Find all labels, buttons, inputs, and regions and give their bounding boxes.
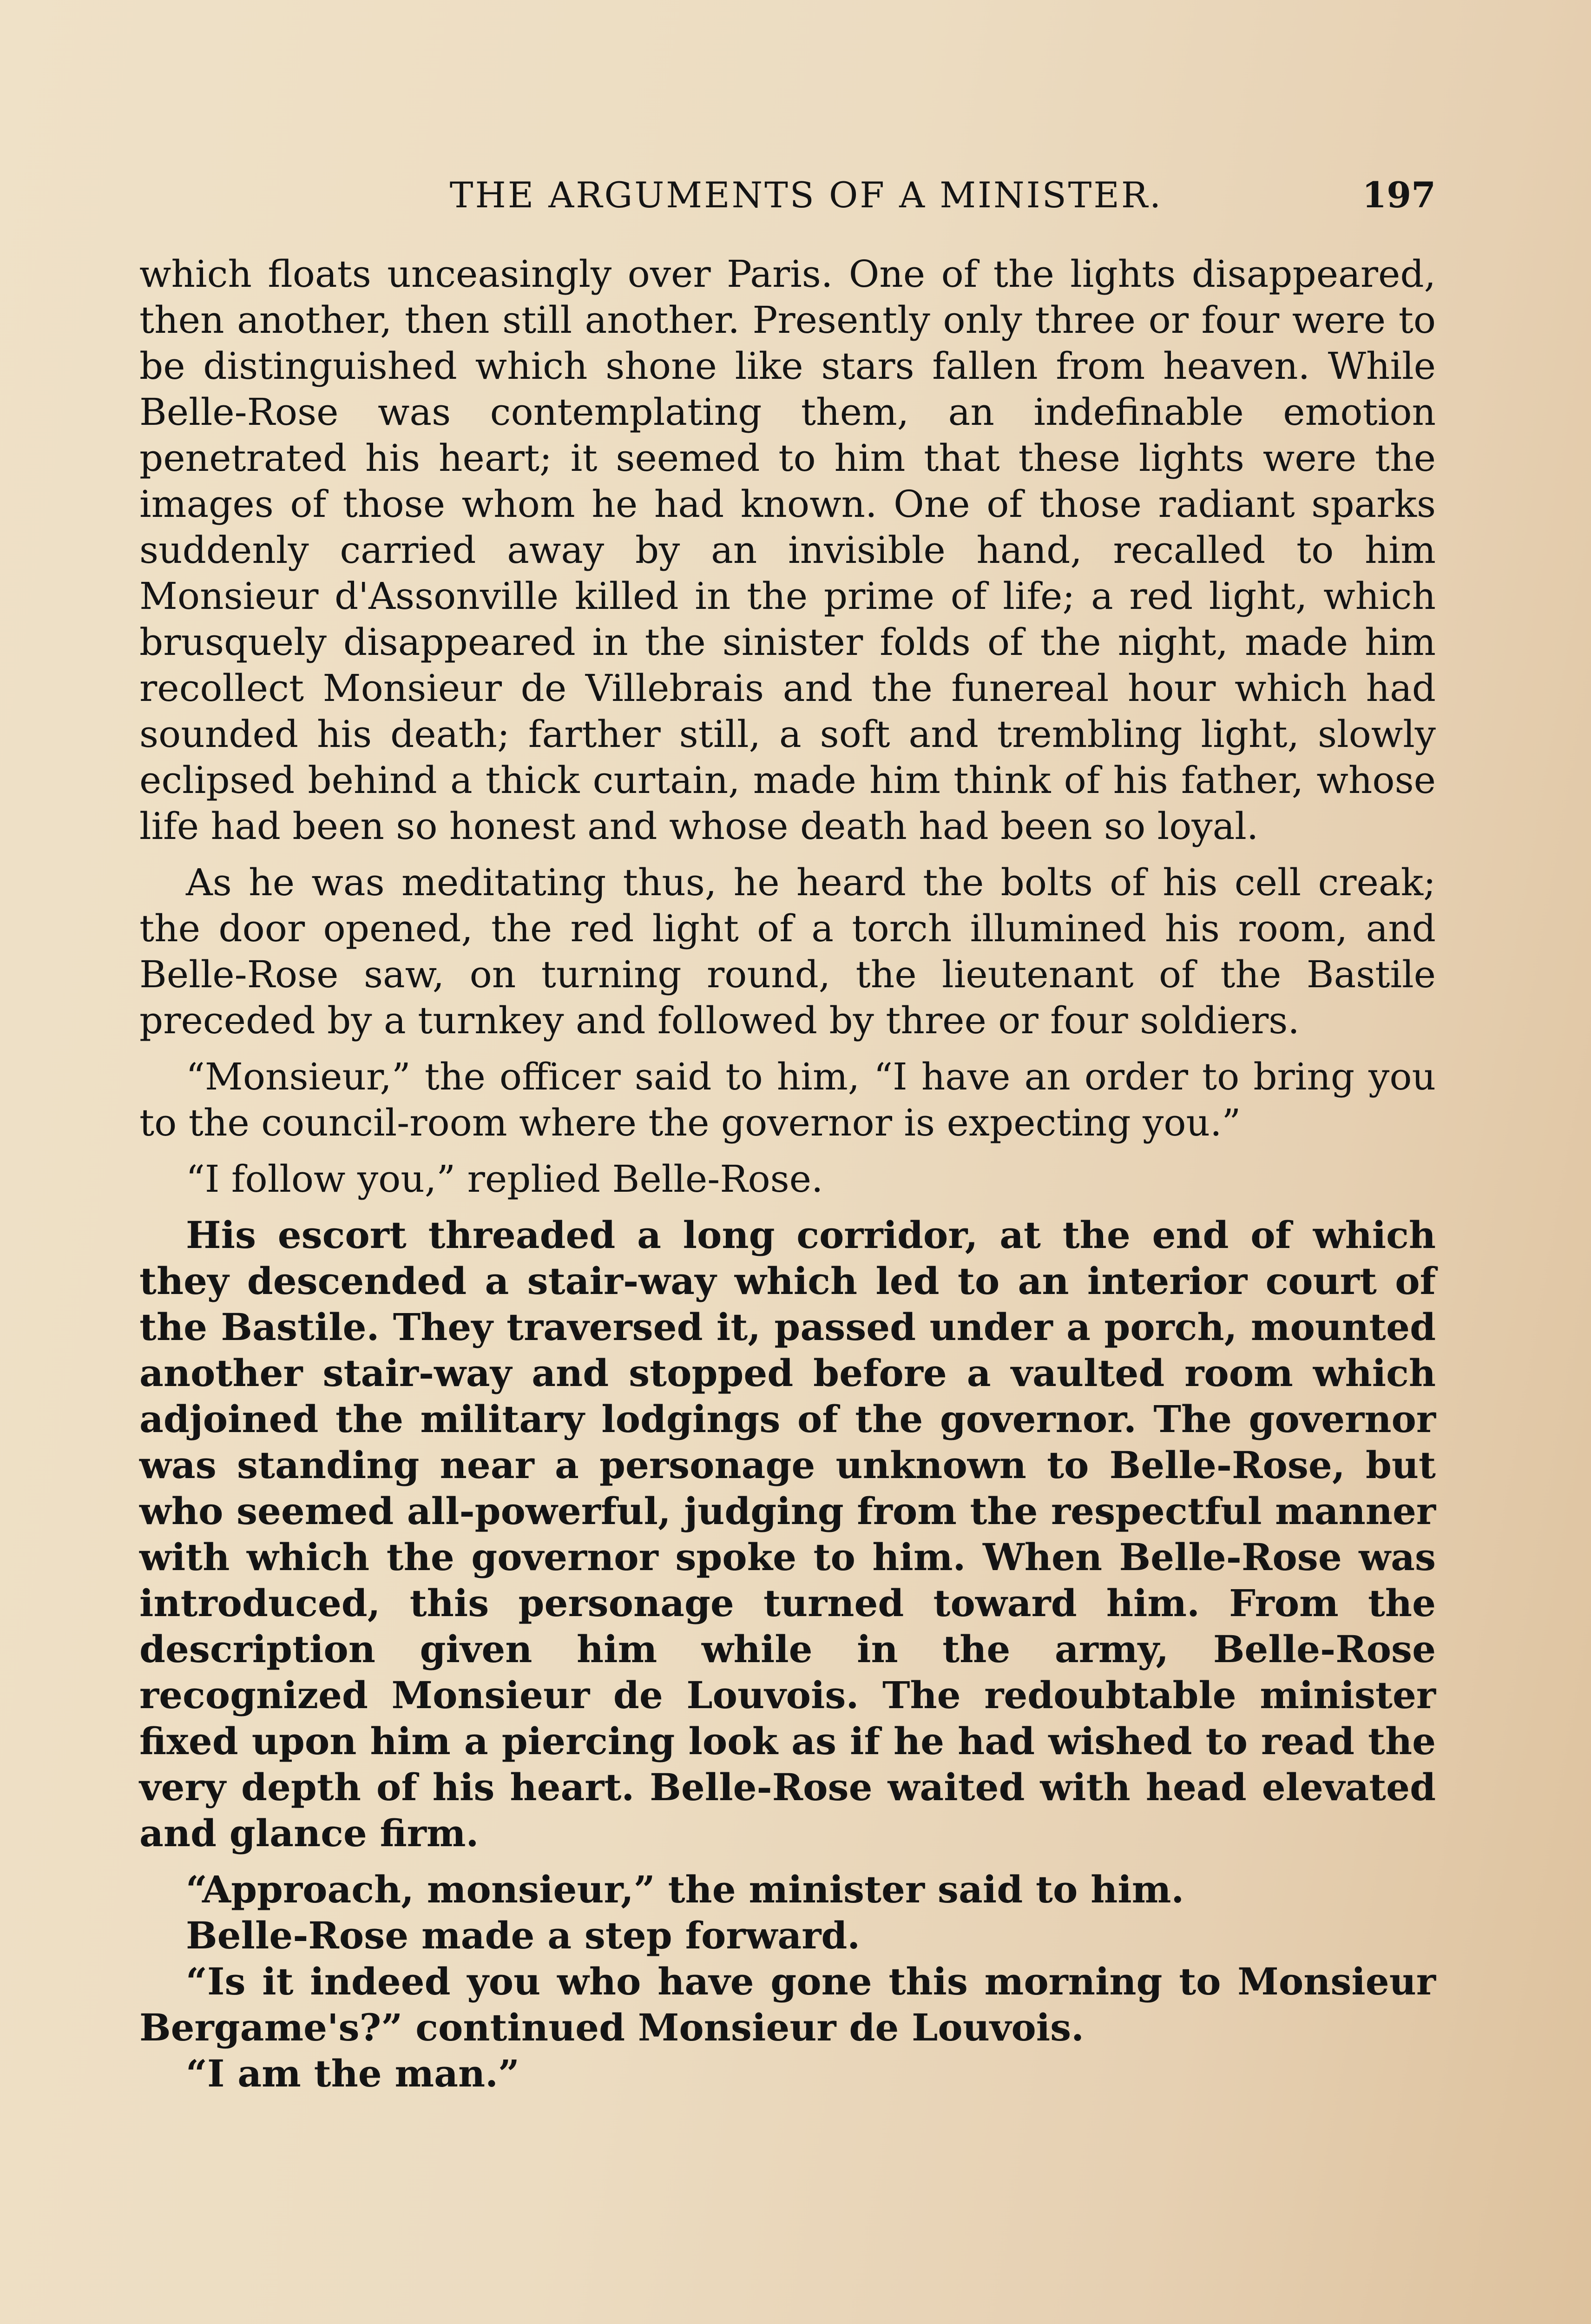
paragraph-7: Belle-Rose made a step forward.: [186, 1914, 861, 1957]
paragraph-3: “Monsieur,” the officer said to him, “I have an order to bring you to the council-room where the governor is expecting you.”: [139, 1055, 1436, 1144]
paragraph-1: which floats unceasingly over Paris. One of the lights disappeared, then another, then still another. Presently only three or four were to be distinguished which shone like stars fallen from heaven. While Belle-Rose was contemplating them, an indefinable emotion penetrated his heart; it seemed to him that these lights were the images of those whom he had known. One of those radiant sparks suddenly carried away by an invisible hand, recalled to him Monsieur d'Assonville killed in the prime of life; a red light, which brusquely disappeared in the sinister folds of the night, made him recollect Monsieur de Villebrais and the funereal hour which had sounded his death; farther still, a soft and trembling light, slowly eclipsed behind a thick curtain, made him think of his father, whose life had been so honest and whose death had been so loyal.: [139, 252, 1436, 848]
running-head: [139, 167, 1436, 223]
page-number: 197: [1362, 174, 1436, 216]
paragraph-5: His escort threaded a long corridor, at the end of which they descended a stair-way which led to an interior court of the Bastile. They traversed it, passed under a porch, mounted another stair-way and stopped before a vaulted room which adjoined the military lodgings of the governor. The governor was standing near a personage unknown to Belle-Rose, but who seemed all-powerful, judging from the respectful manner with which the governor spoke to him. When Belle-Rose was introduced, this personage turned toward him. From the description given him while in the army, Belle-Rose recognized Monsieur de Louvois. The redoubtable minister fixed upon him a piercing look as if he had wished to read the very depth of his heart. Belle-Rose waited with head elevated and glance firm.: [139, 1213, 1436, 1855]
paragraph-6: “Approach, monsieur,” the minister said to him.: [186, 1868, 1184, 1911]
paragraph-8: “Is it indeed you who have gone this morning to Monsieur Bergame's?” continued Monsieur de Louvois.: [139, 1960, 1436, 2049]
paragraph-9: “I am the man.”: [186, 2052, 520, 2095]
paragraph-4: “I follow you,” replied Belle-Rose.: [186, 1157, 823, 1201]
paragraph-2: As he was meditating thus, he heard the bolts of his cell creak; the door opened, the red light of a torch illumined his room, and Belle-Rose saw, on turning round, the lieutenant of the Bastile preceded by a turnkey and followed by three or four soldiers.: [139, 861, 1436, 1042]
chapter-title: THE ARGUMENTS OF A MINISTER.: [449, 174, 1163, 216]
body-text: [139, 251, 1436, 2097]
